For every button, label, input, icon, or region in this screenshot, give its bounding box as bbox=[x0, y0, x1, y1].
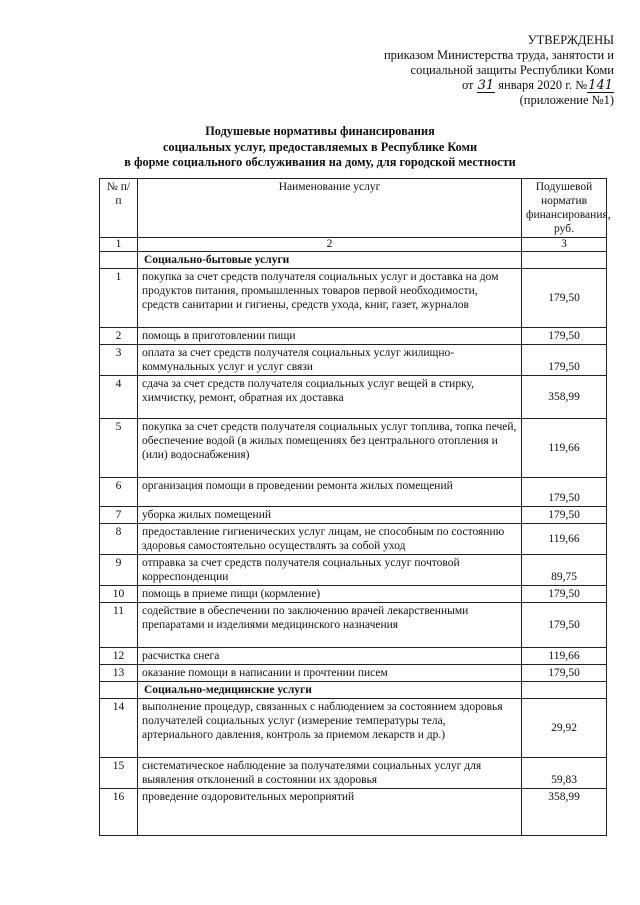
row-number: 7 bbox=[100, 507, 138, 524]
approval-title: УТВЕРЖДЕНЫ bbox=[527, 33, 614, 47]
table-header-row bbox=[100, 179, 607, 238]
row-number: 5 bbox=[100, 419, 138, 478]
title-line-1: Подушевые нормативы финансирования bbox=[205, 124, 435, 138]
table-row bbox=[100, 507, 607, 524]
row-number: 15 bbox=[100, 758, 138, 789]
approval-ministry-line: социальной защиты Республики Коми bbox=[410, 63, 614, 77]
section-row bbox=[100, 682, 607, 699]
service-name: организация помощи в проведении ремонта жилых помещений bbox=[138, 478, 522, 507]
column-number: 3 bbox=[522, 238, 607, 252]
norm-value: 179,50 bbox=[522, 328, 607, 345]
section-row bbox=[100, 252, 607, 269]
column-number-row bbox=[100, 238, 607, 252]
title-line-2: социальных услуг, предоставляемых в Республике Коми bbox=[162, 139, 478, 154]
table-row bbox=[100, 478, 607, 507]
order-number-handwritten: 141 bbox=[588, 78, 613, 93]
service-name: оказание помощи в написании и прочтении писем bbox=[138, 665, 522, 682]
service-name: предоставление гигиенических услуг лицам, не способным по состоянию здоровья самостоятельно осуществлять за собой уход bbox=[138, 524, 522, 555]
approval-block bbox=[384, 33, 614, 108]
table-row bbox=[100, 269, 607, 328]
norm-value: 29,92 bbox=[522, 699, 607, 758]
table-row bbox=[100, 376, 607, 419]
document-title bbox=[0, 124, 640, 171]
norm-value: 179,50 bbox=[522, 478, 607, 507]
service-name: сдача за счет средств получателя социальных услуг вещей в стирку, химчистку, ремонт, обратная их доставка bbox=[138, 376, 522, 419]
date-middle: января 2020 г. № bbox=[498, 78, 588, 92]
norm-value: 119,66 bbox=[522, 648, 607, 665]
service-name: проведение оздоровительных мероприятий bbox=[138, 789, 522, 836]
column-number: 1 bbox=[100, 238, 138, 252]
service-name: выполнение процедур, связанных с наблюдением за состоянием здоровья получателей социальных услуг (измерение температуры тела, артериального давления, контроль за приемом лекарств и др.) bbox=[138, 699, 522, 758]
row-number: 6 bbox=[100, 478, 138, 507]
service-name: покупка за счет средств получателя социальных услуг топлива, топка печей, обеспечение водой (в жилых помещениях без центрального отопления и (или) водоснабжения) bbox=[138, 419, 522, 478]
service-name: помощь в приготовлении пищи bbox=[138, 328, 522, 345]
column-number: 2 bbox=[138, 238, 522, 252]
row-number: 14 bbox=[100, 699, 138, 758]
row-number: 2 bbox=[100, 328, 138, 345]
table-row bbox=[100, 419, 607, 478]
section-value-cell bbox=[522, 682, 607, 699]
row-number: 13 bbox=[100, 665, 138, 682]
service-name: систематическое наблюдение за получателями социальных услуг для выявления отклонений в состоянии их здоровья bbox=[138, 758, 522, 789]
table-row bbox=[100, 758, 607, 789]
section-num-cell bbox=[100, 682, 138, 699]
service-name: содействие в обеспечении по заключению врачей лекарственными препаратами и изделиями медицинского назначения bbox=[138, 603, 522, 648]
norm-value: 179,50 bbox=[522, 345, 607, 376]
section-value-cell bbox=[522, 252, 607, 269]
norm-value: 59,83 bbox=[522, 758, 607, 789]
norm-value: 119,66 bbox=[522, 524, 607, 555]
norm-value: 358,99 bbox=[522, 789, 607, 836]
row-number: 1 bbox=[100, 269, 138, 328]
table-row bbox=[100, 789, 607, 836]
table-body bbox=[100, 252, 607, 836]
row-number: 10 bbox=[100, 586, 138, 603]
table-row bbox=[100, 665, 607, 682]
row-number: 9 bbox=[100, 555, 138, 586]
service-name: расчистка снега bbox=[138, 648, 522, 665]
header-num: № п/п bbox=[100, 179, 138, 238]
approval-order-line: приказом Министерства труда, занятости и bbox=[383, 48, 614, 62]
table-row bbox=[100, 524, 607, 555]
section-title: Социально-бытовые услуги bbox=[138, 252, 522, 269]
row-number: 3 bbox=[100, 345, 138, 376]
table-row bbox=[100, 555, 607, 586]
section-title: Социально-медицинские услуги bbox=[138, 682, 522, 699]
norm-value: 89,75 bbox=[522, 555, 607, 586]
row-number: 4 bbox=[100, 376, 138, 419]
table-row bbox=[100, 328, 607, 345]
header-name: Наименование услуг bbox=[138, 179, 522, 238]
section-num-cell bbox=[100, 252, 138, 269]
approval-date-line bbox=[384, 78, 614, 93]
service-name: покупка за счет средств получателя социальных услуг и доставка на дом продуктов питания, промышленных товаров первой необходимости, средств санитарии и гигиены, средств ухода, книг, газет, журналов bbox=[138, 269, 522, 328]
service-name: отправка за счет средств получателя социальных услуг почтовой корреспонденции bbox=[138, 555, 522, 586]
norm-value: 179,50 bbox=[522, 269, 607, 328]
header-norm: Подушевой норматив финансирования, руб. bbox=[522, 179, 607, 238]
date-day-handwritten: 31 bbox=[477, 78, 495, 93]
table-row bbox=[100, 345, 607, 376]
row-number: 11 bbox=[100, 603, 138, 648]
approval-appendix-line: (приложение №1) bbox=[519, 93, 614, 107]
row-number: 8 bbox=[100, 524, 138, 555]
norms-table bbox=[99, 178, 611, 836]
date-prefix: от bbox=[461, 78, 474, 92]
norm-value: 179,50 bbox=[522, 586, 607, 603]
row-number: 12 bbox=[100, 648, 138, 665]
norm-value: 358,99 bbox=[522, 376, 607, 419]
table-row bbox=[100, 586, 607, 603]
service-name: помощь в приеме пищи (кормление) bbox=[138, 586, 522, 603]
service-name: уборка жилых помещений bbox=[138, 507, 522, 524]
norm-value: 179,50 bbox=[522, 665, 607, 682]
table-row bbox=[100, 699, 607, 758]
row-number: 16 bbox=[100, 789, 138, 836]
norm-value: 119,66 bbox=[522, 419, 607, 478]
table-row bbox=[100, 603, 607, 648]
table-row bbox=[100, 648, 607, 665]
title-line-3: в форме социального обслуживания на дому, для городской местности bbox=[124, 155, 516, 169]
norm-value: 179,50 bbox=[522, 507, 607, 524]
norm-value: 179,50 bbox=[522, 603, 607, 648]
service-name: оплата за счет средств получателя социальных услуг жилищно-коммунальных услуг и услуг связи bbox=[138, 345, 522, 376]
